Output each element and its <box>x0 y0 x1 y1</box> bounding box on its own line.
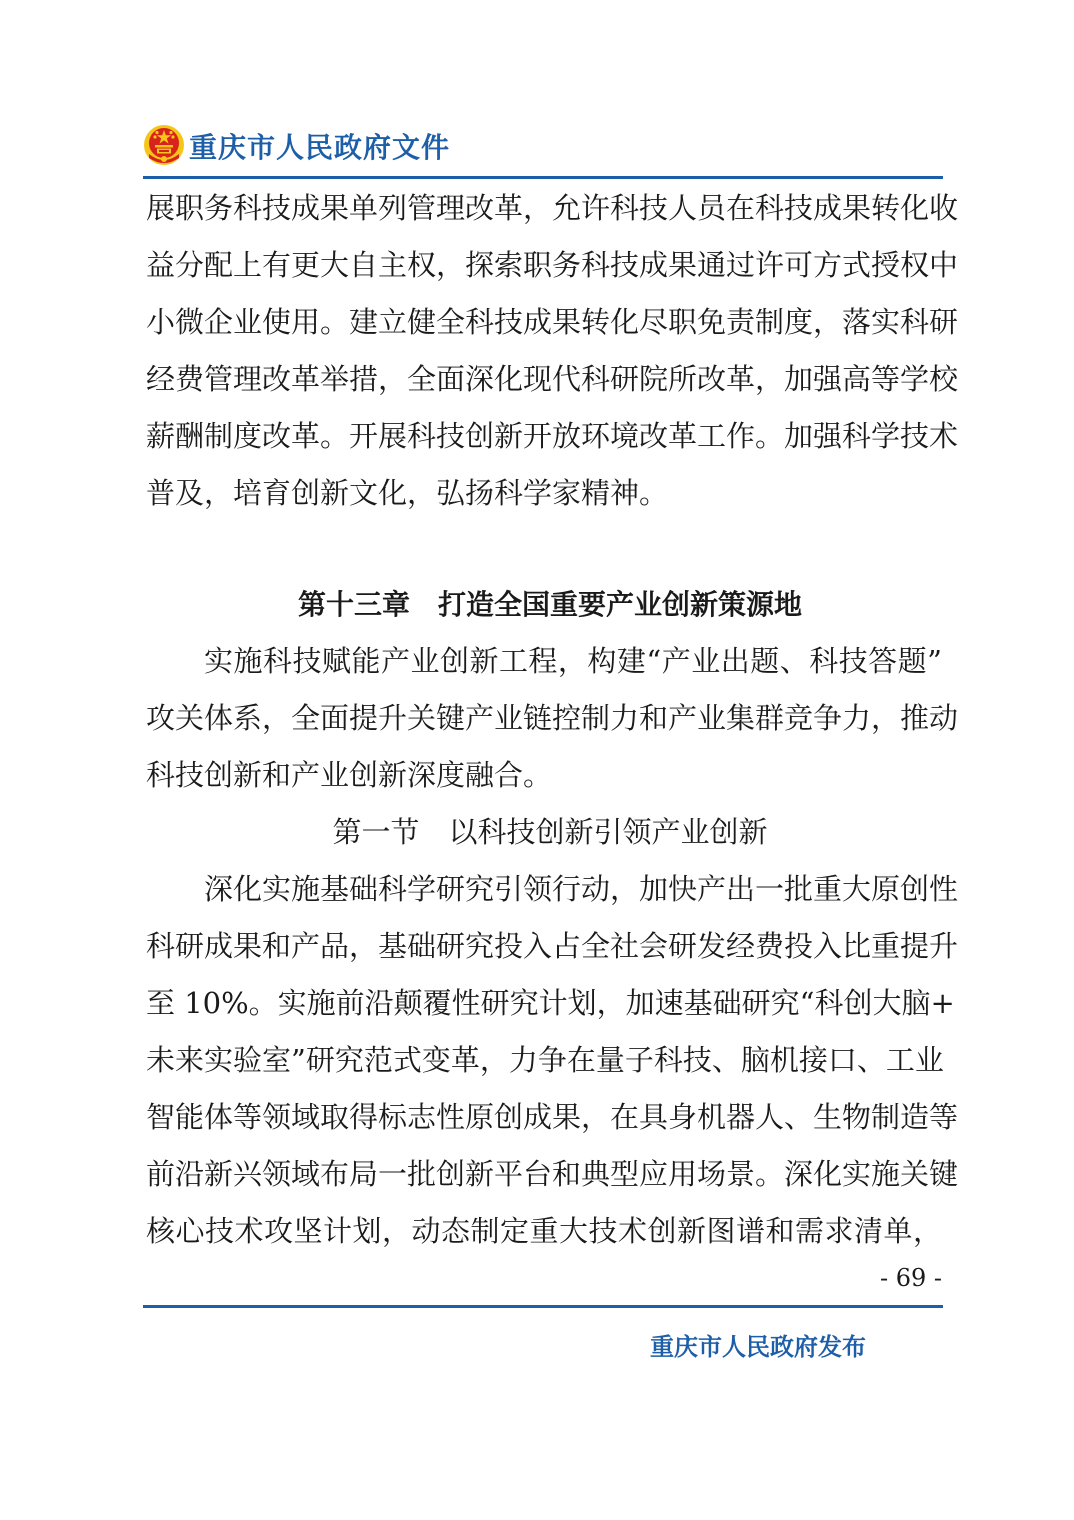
document-header <box>143 120 943 180</box>
text-line: 小微企业使用。建立健全科技成果转化尽职免责制度，落实科研 <box>146 305 959 339</box>
text-line: 智能体等领域取得标志性原创成果，在具身机器人、生物制造等 <box>146 1100 959 1134</box>
text-line: 至 10%。实施前沿颠覆性研究计划，加速基础研究“科创大脑+ <box>146 986 955 1020</box>
text-line: 益分配上有更大自主权，探索职务科技成果通过许可方式授权中 <box>146 248 959 282</box>
section-heading: 第一节 以科技创新引领产业创新 <box>332 815 768 849</box>
text-line: 科技创新和产业创新深度融合。 <box>146 758 553 792</box>
chapter-heading: 第十三章 打造全国重要产业创新策源地 <box>297 588 802 621</box>
document-body <box>146 180 959 1260</box>
text-line: 核心技术攻坚计划，动态制定重大技术创新图谱和需求清单， <box>146 1214 942 1248</box>
text-line: 科研成果和产品，基础研究投入占全社会研发经费投入比重提升 <box>146 929 959 963</box>
text-line: 普及，培育创新文化，弘扬科学家精神。 <box>146 476 669 510</box>
national-emblem-icon <box>143 124 185 166</box>
header-title: 重庆市人民政府文件 <box>189 131 451 164</box>
text-line: 未来实验室”研究范式变革，力争在量子科技、脑机接口、工业 <box>146 1043 944 1077</box>
text-line: 薪酬制度改革。开展科技创新开放环境改革工作。加强科学技术 <box>146 419 959 453</box>
text-line: 深化实施基础科学研究引领行动，加快产出一批重大原创性 <box>204 872 959 906</box>
text-line: 实施科技赋能产业创新工程，构建“产业出题、科技答题” <box>204 644 942 678</box>
text-line: 展职务科技成果单列管理改革，允许科技人员在科技成果转化收 <box>146 191 959 225</box>
paragraph <box>146 861 959 1260</box>
text-line: 前沿新兴领域布局一批创新平台和典型应用场景。深化实施关键 <box>146 1157 959 1191</box>
footer-publisher: 重庆市人民政府发布 <box>650 1332 866 1361</box>
paragraph <box>146 180 959 522</box>
header-divider <box>143 176 943 179</box>
paragraph <box>146 633 959 804</box>
footer-divider <box>143 1305 943 1308</box>
text-line: 经费管理改革举措，全面深化现代科研院所改革，加强高等学校 <box>146 362 959 396</box>
page-number: - 69 - <box>879 1264 942 1292</box>
text-line: 攻关体系，全面提升关键产业链控制力和产业集群竞争力，推动 <box>146 701 959 735</box>
spacer <box>146 522 942 576</box>
